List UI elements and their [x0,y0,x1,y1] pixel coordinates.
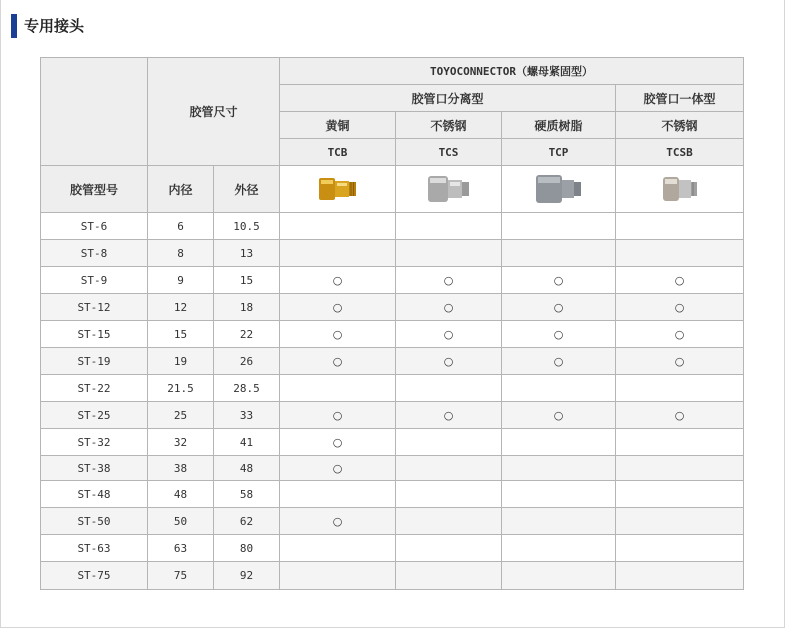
availability-cell: ○ [280,508,396,535]
availability-cell [616,240,744,267]
outer-diameter-cell: 28.5 [214,375,280,402]
outer-diameter-cell: 58 [214,481,280,508]
hose-size-header: 胶管尺寸 [148,58,280,166]
inner-diameter-cell: 48 [148,481,214,508]
availability-cell [616,508,744,535]
availability-cell [280,240,396,267]
model-cell: ST-38 [41,456,148,481]
availability-cell [396,535,502,562]
inner-diameter-cell: 38 [148,456,214,481]
product-code: TCB [280,139,396,166]
availability-cell: ○ [616,321,744,348]
brass-fitting-icon [317,172,359,206]
availability-cell [280,375,396,402]
availability-cell: ○ [280,321,396,348]
product-image-cell [280,166,396,213]
availability-cell: ○ [396,402,502,429]
availability-cell [502,213,616,240]
header-corner [41,58,148,166]
inner-diameter-cell: 9 [148,267,214,294]
availability-cell [502,240,616,267]
model-cell: ST-63 [41,535,148,562]
availability-cell: ○ [616,348,744,375]
inner-diameter-cell: 12 [148,294,214,321]
inner-diameter-cell: 15 [148,321,214,348]
model-cell: ST-9 [41,267,148,294]
inner-diameter-cell: 25 [148,402,214,429]
table-row [41,321,744,348]
availability-cell: ○ [396,321,502,348]
table-row [41,429,744,456]
material-header: 硬质树脂 [502,112,616,139]
availability-cell [616,535,744,562]
availability-cell [396,562,502,590]
table-row [41,294,744,321]
availability-cell [396,429,502,456]
col-model-header: 胶管型号 [41,166,148,213]
outer-diameter-cell: 92 [214,562,280,590]
outer-diameter-cell: 10.5 [214,213,280,240]
table-row [41,267,744,294]
outer-diameter-cell: 26 [214,348,280,375]
table-row [41,562,744,590]
availability-cell [502,375,616,402]
stainless-integral-fitting-icon [660,172,700,206]
availability-cell [396,240,502,267]
model-cell: ST-22 [41,375,148,402]
availability-cell [616,562,744,590]
table-row [41,535,744,562]
table-row [41,375,744,402]
model-cell: ST-12 [41,294,148,321]
availability-cell [616,213,744,240]
outer-diameter-cell: 80 [214,535,280,562]
inner-diameter-cell: 50 [148,508,214,535]
availability-cell [502,429,616,456]
material-header: 不锈钢 [616,112,744,139]
availability-cell [502,508,616,535]
model-cell: ST-48 [41,481,148,508]
availability-cell: ○ [502,294,616,321]
model-cell: ST-8 [41,240,148,267]
outer-diameter-cell: 33 [214,402,280,429]
availability-cell [280,213,396,240]
col-inner-header: 内径 [148,166,214,213]
outer-diameter-cell: 22 [214,321,280,348]
availability-cell [280,535,396,562]
product-code: TCP [502,139,616,166]
table-row [41,402,744,429]
availability-cell [616,375,744,402]
availability-cell: ○ [280,348,396,375]
group-separated-header: 胶管口分离型 [280,85,616,112]
availability-cell: ○ [616,294,744,321]
inner-diameter-cell: 6 [148,213,214,240]
product-image-cell [616,166,744,213]
inner-diameter-cell: 75 [148,562,214,590]
availability-cell [616,481,744,508]
availability-cell: ○ [280,429,396,456]
table-row [41,213,744,240]
availability-cell: ○ [502,402,616,429]
inner-diameter-cell: 19 [148,348,214,375]
outer-diameter-cell: 48 [214,456,280,481]
availability-cell [280,481,396,508]
model-cell: ST-75 [41,562,148,590]
availability-cell: ○ [280,294,396,321]
availability-cell [396,375,502,402]
availability-cell: ○ [280,402,396,429]
model-cell: ST-15 [41,321,148,348]
model-cell: ST-19 [41,348,148,375]
brand-header: TOYOCONNECTOR（螺母紧固型） [280,58,744,85]
table-row [41,240,744,267]
outer-diameter-cell: 15 [214,267,280,294]
availability-cell: ○ [502,348,616,375]
availability-cell: ○ [616,402,744,429]
resin-fitting-icon [534,172,584,206]
product-code: TCS [396,139,502,166]
material-header: 黄铜 [280,112,396,139]
outer-diameter-cell: 18 [214,294,280,321]
availability-cell [616,456,744,481]
availability-cell [502,456,616,481]
availability-cell: ○ [280,456,396,481]
model-cell: ST-50 [41,508,148,535]
availability-cell [396,213,502,240]
availability-cell [280,562,396,590]
product-image-cell [502,166,616,213]
availability-cell [502,535,616,562]
inner-diameter-cell: 21.5 [148,375,214,402]
availability-cell [616,429,744,456]
table-row [41,456,744,481]
product-code: TCSB [616,139,744,166]
table-row [41,481,744,508]
availability-cell [396,481,502,508]
model-cell: ST-25 [41,402,148,429]
page-title: 专用接头 [11,14,84,38]
model-cell: ST-6 [41,213,148,240]
fitting-spec-table [40,57,744,590]
availability-cell: ○ [616,267,744,294]
stainless-fitting-icon [426,172,472,206]
availability-cell: ○ [396,348,502,375]
availability-cell: ○ [396,294,502,321]
outer-diameter-cell: 41 [214,429,280,456]
product-image-cell [396,166,502,213]
table-row [41,508,744,535]
availability-cell [396,508,502,535]
availability-cell: ○ [502,267,616,294]
availability-cell [396,456,502,481]
inner-diameter-cell: 32 [148,429,214,456]
availability-cell: ○ [396,267,502,294]
outer-diameter-cell: 62 [214,508,280,535]
model-cell: ST-32 [41,429,148,456]
availability-cell [502,562,616,590]
outer-diameter-cell: 13 [214,240,280,267]
inner-diameter-cell: 63 [148,535,214,562]
availability-cell: ○ [280,267,396,294]
table-row [41,348,744,375]
group-integral-header: 胶管口一体型 [616,85,744,112]
col-outer-header: 外径 [214,166,280,213]
availability-cell: ○ [502,321,616,348]
inner-diameter-cell: 8 [148,240,214,267]
material-header: 不锈钢 [396,112,502,139]
availability-cell [502,481,616,508]
